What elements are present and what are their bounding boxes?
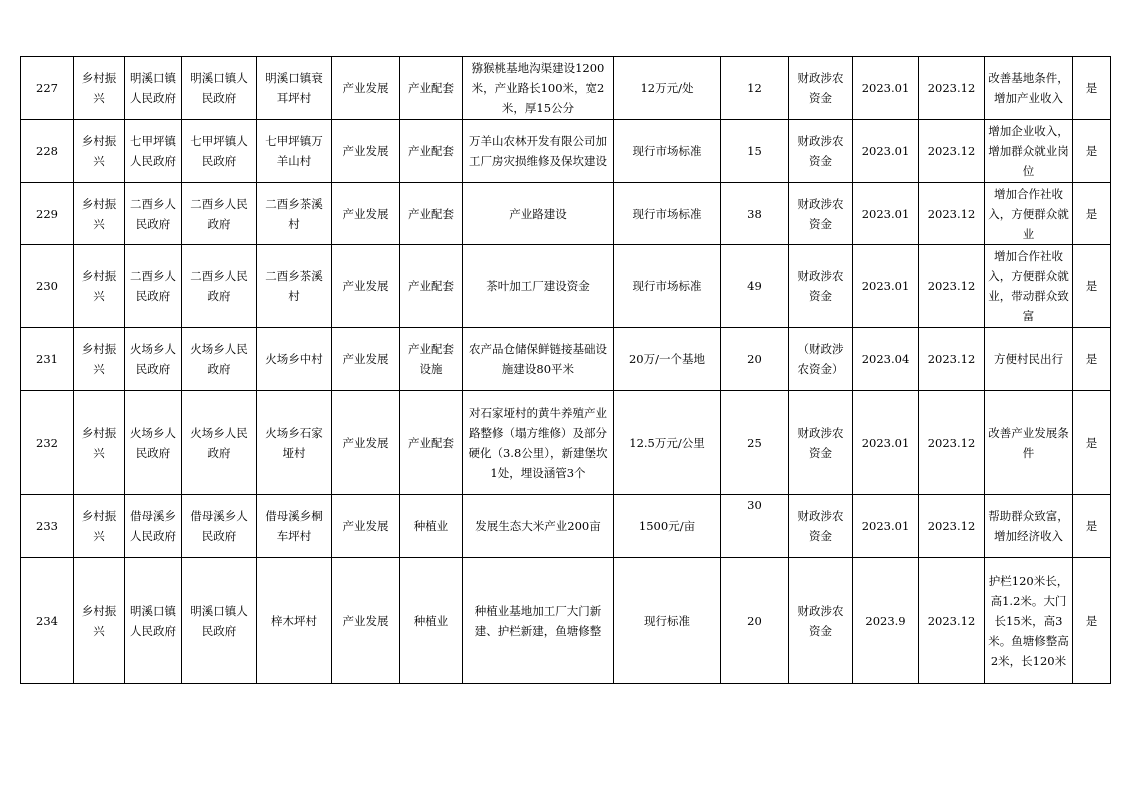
start-date: 2023.01 [853, 391, 919, 495]
end-date: 2023.12 [919, 57, 985, 120]
included-flag: 是 [1073, 183, 1111, 245]
construction-content: 产业路建设 [463, 183, 614, 245]
category: 乡村振兴 [74, 558, 125, 684]
sub-type: 产业配套设施 [400, 328, 463, 391]
expected-benefit: 护栏120米长，高1.2米。大门长15米，高3米。鱼塘修整高2米，长120米 [985, 558, 1073, 684]
start-date: 2023.01 [853, 245, 919, 328]
implementing-unit: 明溪口镇人民政府 [125, 57, 182, 120]
responsible-org: 火场乡人民政府 [182, 328, 257, 391]
table-row [21, 495, 1111, 558]
row-number: 234 [21, 558, 74, 684]
included-flag: 是 [1073, 495, 1111, 558]
end-date: 2023.12 [919, 328, 985, 391]
expected-benefit: 改善产业发展条件 [985, 391, 1073, 495]
end-date: 2023.12 [919, 558, 985, 684]
amount: 12 [721, 57, 789, 120]
included-flag: 是 [1073, 391, 1111, 495]
subsidy-standard: 12万元/处 [614, 57, 721, 120]
implementing-unit: 火场乡人民政府 [125, 328, 182, 391]
amount: 15 [721, 120, 789, 183]
table-row [21, 558, 1111, 684]
row-number: 231 [21, 328, 74, 391]
implementing-unit: 二酉乡人民政府 [125, 245, 182, 328]
fund-source: （财政涉农资金） [789, 328, 853, 391]
subsidy-standard: 现行市场标准 [614, 245, 721, 328]
amount: 25 [721, 391, 789, 495]
table-row [21, 245, 1111, 328]
included-flag: 是 [1073, 328, 1111, 391]
implementing-unit: 明溪口镇人民政府 [125, 558, 182, 684]
sub-type: 产业配套 [400, 183, 463, 245]
project-type: 产业发展 [332, 245, 400, 328]
expected-benefit: 增加合作社收入，方便群众就业，带动群众致富 [985, 245, 1073, 328]
included-flag: 是 [1073, 558, 1111, 684]
construction-content: 种植业基地加工厂大门新建、护栏新建，鱼塘修整 [463, 558, 614, 684]
sub-type: 产业配套 [400, 391, 463, 495]
fund-source: 财政涉农资金 [789, 183, 853, 245]
category: 乡村振兴 [74, 57, 125, 120]
included-flag: 是 [1073, 57, 1111, 120]
construction-content: 发展生态大米产业200亩 [463, 495, 614, 558]
responsible-org: 火场乡人民政府 [182, 391, 257, 495]
fund-source: 财政涉农资金 [789, 391, 853, 495]
row-number: 232 [21, 391, 74, 495]
sub-type: 种植业 [400, 558, 463, 684]
responsible-org: 明溪口镇人民政府 [182, 558, 257, 684]
category: 乡村振兴 [74, 391, 125, 495]
construction-content: 农产品仓储保鲜链接基础设施建设80平米 [463, 328, 614, 391]
expected-benefit: 改善基地条件，增加产业收入 [985, 57, 1073, 120]
amount: 49 [721, 245, 789, 328]
expected-benefit: 帮助群众致富，增加经济收入 [985, 495, 1073, 558]
row-number: 233 [21, 495, 74, 558]
fund-source: 财政涉农资金 [789, 495, 853, 558]
implementing-unit: 二酉乡人民政府 [125, 183, 182, 245]
table-row [21, 391, 1111, 495]
end-date: 2023.12 [919, 391, 985, 495]
location: 借母溪乡桐车坪村 [257, 495, 332, 558]
fund-source: 财政涉农资金 [789, 245, 853, 328]
location: 火场乡中村 [257, 328, 332, 391]
location: 七甲坪镇万羊山村 [257, 120, 332, 183]
fund-source: 财政涉农资金 [789, 558, 853, 684]
subsidy-standard: 现行标准 [614, 558, 721, 684]
responsible-org: 明溪口镇人民政府 [182, 57, 257, 120]
subsidy-standard: 现行市场标准 [614, 120, 721, 183]
table-row [21, 328, 1111, 391]
project-type: 产业发展 [332, 495, 400, 558]
start-date: 2023.04 [853, 328, 919, 391]
sub-type: 种植业 [400, 495, 463, 558]
amount: 20 [721, 328, 789, 391]
project-type: 产业发展 [332, 120, 400, 183]
category: 乡村振兴 [74, 328, 125, 391]
category: 乡村振兴 [74, 183, 125, 245]
end-date: 2023.12 [919, 183, 985, 245]
implementing-unit: 七甲坪镇人民政府 [125, 120, 182, 183]
sub-type: 产业配套 [400, 57, 463, 120]
row-number: 227 [21, 57, 74, 120]
category: 乡村振兴 [74, 245, 125, 328]
amount: 30 [721, 495, 789, 558]
project-type: 产业发展 [332, 183, 400, 245]
fund-source: 财政涉农资金 [789, 57, 853, 120]
start-date: 2023.01 [853, 495, 919, 558]
category: 乡村振兴 [74, 120, 125, 183]
amount: 38 [721, 183, 789, 245]
table-row [21, 57, 1111, 120]
implementing-unit: 借母溪乡人民政府 [125, 495, 182, 558]
responsible-org: 二酉乡人民政府 [182, 183, 257, 245]
subsidy-standard: 现行市场标准 [614, 183, 721, 245]
location: 火场乡石家垭村 [257, 391, 332, 495]
implementing-unit: 火场乡人民政府 [125, 391, 182, 495]
row-number: 229 [21, 183, 74, 245]
construction-content: 对石家垭村的黄牛养殖产业路整修（塌方维修）及部分硬化（3.8公里），新建堡坎1处，埋设涵管3个 [463, 391, 614, 495]
row-number: 228 [21, 120, 74, 183]
construction-content: 茶叶加工厂建设资金 [463, 245, 614, 328]
subsidy-standard: 20万/一个基地 [614, 328, 721, 391]
subsidy-standard: 12.5万元/公里 [614, 391, 721, 495]
category: 乡村振兴 [74, 495, 125, 558]
location: 明溪口镇衰耳坪村 [257, 57, 332, 120]
included-flag: 是 [1073, 120, 1111, 183]
location: 二酉乡茶溪村 [257, 245, 332, 328]
end-date: 2023.12 [919, 495, 985, 558]
subsidy-standard: 1500元/亩 [614, 495, 721, 558]
start-date: 2023.01 [853, 57, 919, 120]
start-date: 2023.9 [853, 558, 919, 684]
project-type: 产业发展 [332, 391, 400, 495]
construction-content: 万羊山农林开发有限公司加工厂房灾损维修及保坎建设 [463, 120, 614, 183]
responsible-org: 二酉乡人民政府 [182, 245, 257, 328]
table-row [21, 120, 1111, 183]
responsible-org: 七甲坪镇人民政府 [182, 120, 257, 183]
sub-type: 产业配套 [400, 120, 463, 183]
end-date: 2023.12 [919, 245, 985, 328]
expected-benefit: 增加企业收入，增加群众就业岗位 [985, 120, 1073, 183]
included-flag: 是 [1073, 245, 1111, 328]
fund-source: 财政涉农资金 [789, 120, 853, 183]
construction-content: 猕猴桃基地沟渠建设1200米，产业路长100米，宽2米，厚15公分 [463, 57, 614, 120]
start-date: 2023.01 [853, 120, 919, 183]
responsible-org: 借母溪乡人民政府 [182, 495, 257, 558]
expected-benefit: 方便村民出行 [985, 328, 1073, 391]
project-table [20, 56, 1111, 684]
amount: 20 [721, 558, 789, 684]
project-type: 产业发展 [332, 328, 400, 391]
project-type: 产业发展 [332, 558, 400, 684]
row-number: 230 [21, 245, 74, 328]
project-type: 产业发展 [332, 57, 400, 120]
location: 二酉乡茶溪村 [257, 183, 332, 245]
location: 梓木坪村 [257, 558, 332, 684]
sub-type: 产业配套 [400, 245, 463, 328]
expected-benefit: 增加合作社收入，方便群众就业 [985, 183, 1073, 245]
table-row [21, 183, 1111, 245]
start-date: 2023.01 [853, 183, 919, 245]
end-date: 2023.12 [919, 120, 985, 183]
